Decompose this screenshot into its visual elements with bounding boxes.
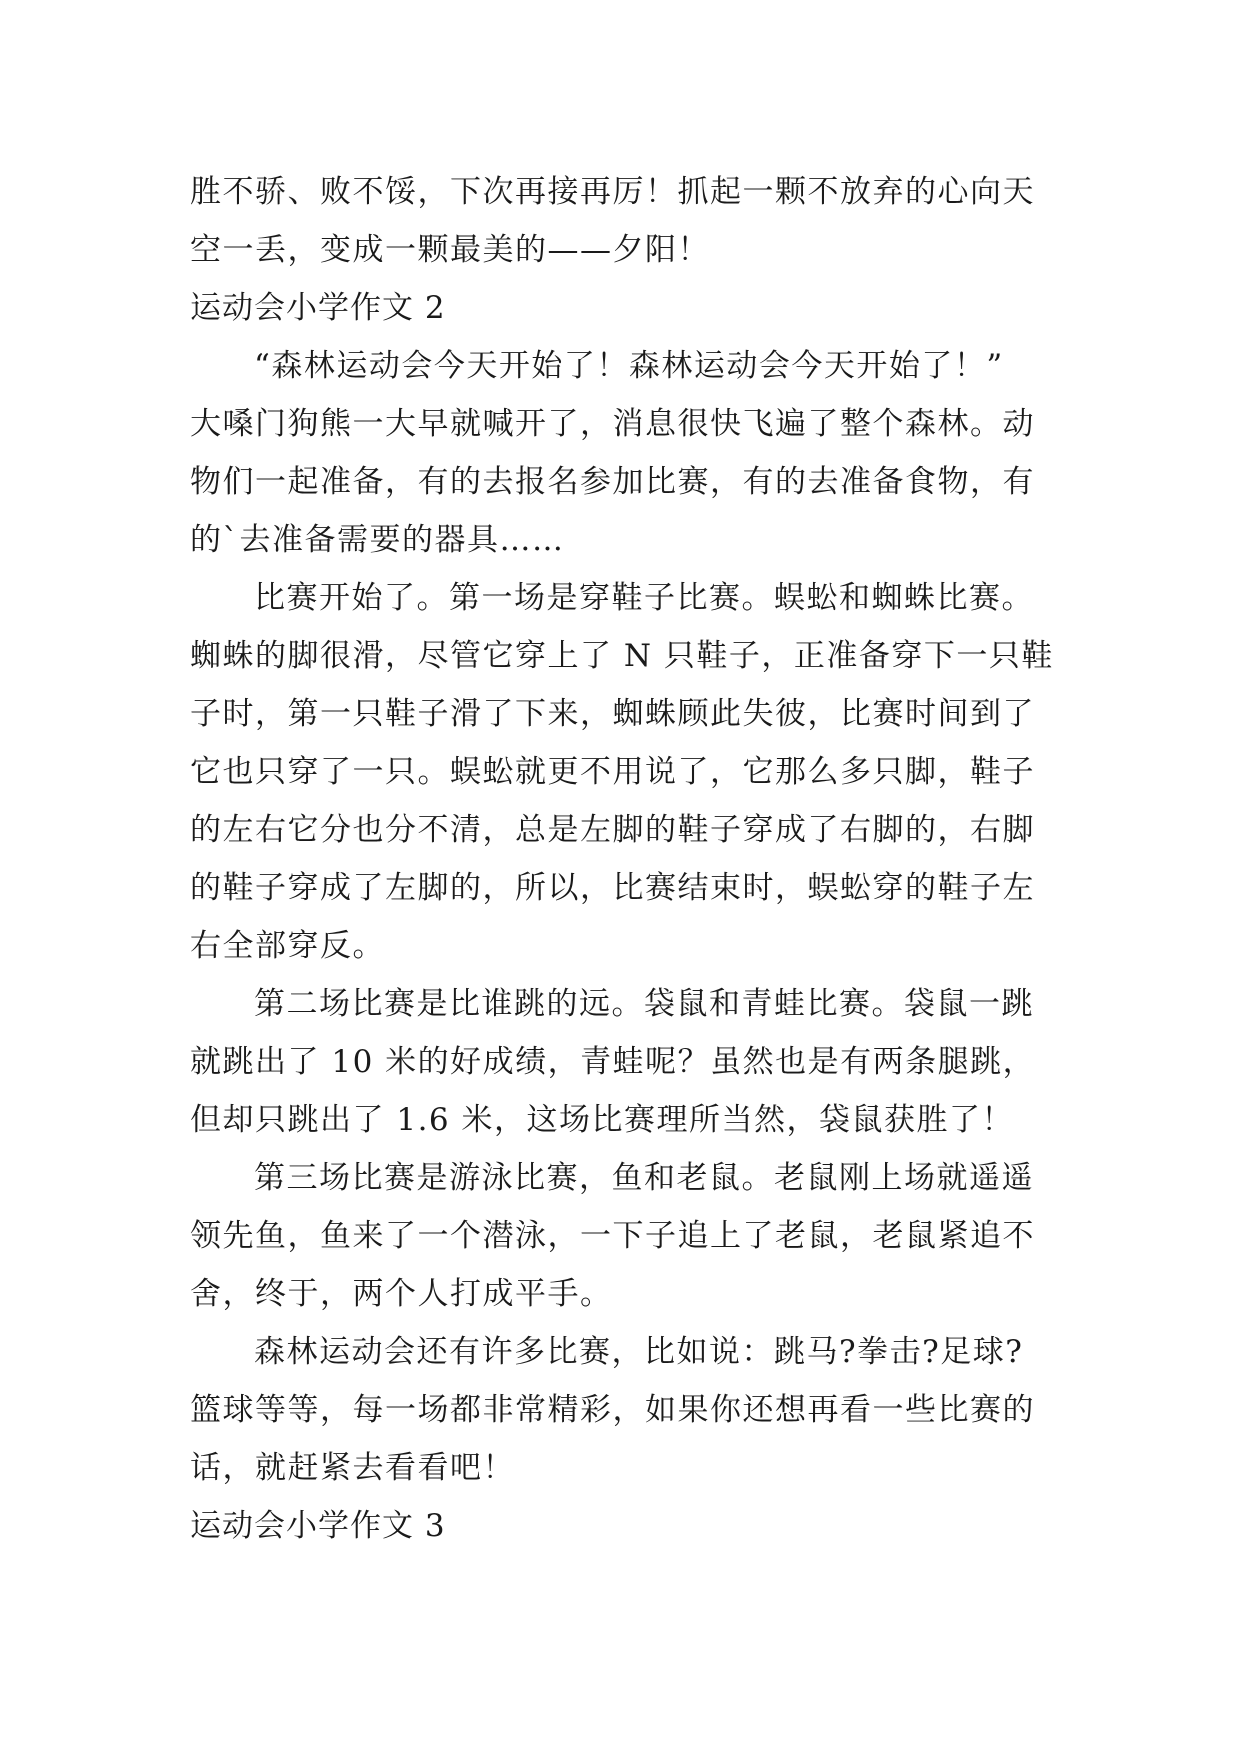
- paragraph-line: 比赛开始了。第一场是穿鞋子比赛。蜈蚣和蜘蛛比赛。: [254, 580, 1034, 616]
- paragraph-line: 的鞋子穿成了左脚的，所以，比赛结束时，蜈蚣穿的鞋子左: [190, 870, 1035, 906]
- paragraph-line: “森林运动会今天开始了！森林运动会今天开始了！”: [254, 348, 1004, 384]
- paragraph-line: 空一丢，变成一颗最美的——夕阳！: [190, 232, 710, 268]
- paragraph-line: 篮球等等，每一场都非常精彩，如果你还想再看一些比赛的: [190, 1392, 1035, 1428]
- paragraph-line: 的`去准备需要的器具……: [190, 522, 565, 558]
- paragraph-line: 大嗓门狗熊一大早就喊开了，消息很快飞遍了整个森林。动: [190, 406, 1035, 442]
- paragraph-line: 子时，第一只鞋子滑了下来，蜘蛛顾此失彼，比赛时间到了: [190, 696, 1035, 732]
- paragraph-line: 森林运动会还有许多比赛，比如说：跳马?拳击?足球?: [254, 1334, 1024, 1370]
- essay-title: 运动会小学作文 2: [190, 290, 446, 326]
- paragraph-line: 舍，终于，两个人打成平手。: [190, 1276, 613, 1312]
- essay-title: 运动会小学作文 3: [190, 1508, 446, 1544]
- paragraph-line: 领先鱼，鱼来了一个潜泳，一下子追上了老鼠，老鼠紧追不: [190, 1218, 1035, 1254]
- paragraph-line: 第三场比赛是游泳比赛，鱼和老鼠。老鼠刚上场就遥遥: [254, 1160, 1034, 1196]
- paragraph-line: 它也只穿了一只。蜈蚣就更不用说了，它那么多只脚，鞋子: [190, 754, 1035, 790]
- paragraph-line: 物们一起准备，有的去报名参加比赛，有的去准备食物，有: [190, 464, 1035, 500]
- paragraph-line: 第二场比赛是比谁跳的远。袋鼠和青蛙比赛。袋鼠一跳: [254, 986, 1034, 1022]
- paragraph-line: 就跳出了 10 米的好成绩，青蛙呢？虽然也是有两条腿跳，: [190, 1044, 1036, 1080]
- paragraph-line: 的左右它分也分不清，总是左脚的鞋子穿成了右脚的，右脚: [190, 812, 1035, 848]
- essay-text: [190, 163, 1060, 1555]
- paragraph-line: 话，就赶紧去看看吧！: [190, 1450, 515, 1486]
- paragraph-line: 右全部穿反。: [190, 928, 385, 964]
- paragraph-line: 蜘蛛的脚很滑，尽管它穿上了 N 只鞋子，正准备穿下一只鞋: [190, 638, 1054, 674]
- paragraph-line: 胜不骄、败不馁，下次再接再厉！抓起一颗不放弃的心向天: [190, 174, 1035, 210]
- paragraph-line: 但却只跳出了 1.6 米，这场比赛理所当然，袋鼠获胜了！: [190, 1102, 1015, 1138]
